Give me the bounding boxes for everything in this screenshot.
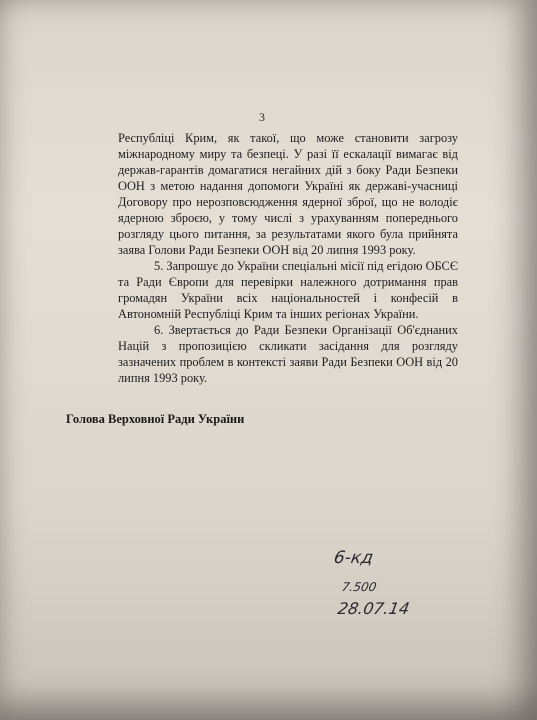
document-body (118, 130, 458, 386)
paragraph-5: 5. Запрошує до України спеціальні місії під егідою ОБСЄ та Ради Європи для перевірки належного дотримання прав громадян України всіх національностей і конфесій в Автономній Республіці Крим та інших регіонах України. (118, 259, 458, 321)
handwritten-note-line1: 6-кд (332, 548, 375, 568)
paragraph-continuation: Республіці Крим, як такої, що може становити загрозу міжнародному миру та безпеці. У разі її ескалації вимагає від держав-гарантів домагатися негайних дій з боку Ради Безпеки ООН з метою надання допомоги Україні як державі-учасниці Договору про нерозповсюдження ядерної зброї, що не володіє ядерною зброєю, у тому числі з урахуванням попереднього розгляду цього питання, за результатами якого була прийнята заява Голови Ради Безпеки ООН від 20 липня 1993 року. (118, 131, 458, 257)
handwritten-note-date: 28.07.14 (336, 599, 411, 618)
page-number: 3 (259, 110, 265, 124)
signature-title: Голова Верховної Ради України (66, 412, 245, 426)
paragraph-6: 6. Звертається до Ради Безпеки Організації Об'єднаних Націй з пропозицією скликати засідання для розгляду зазначених проблем в контексті заяви Ради Безпеки ООН від 20 липня 1993 року. (118, 323, 458, 385)
handwritten-note-line2: 7.500 (340, 580, 378, 594)
